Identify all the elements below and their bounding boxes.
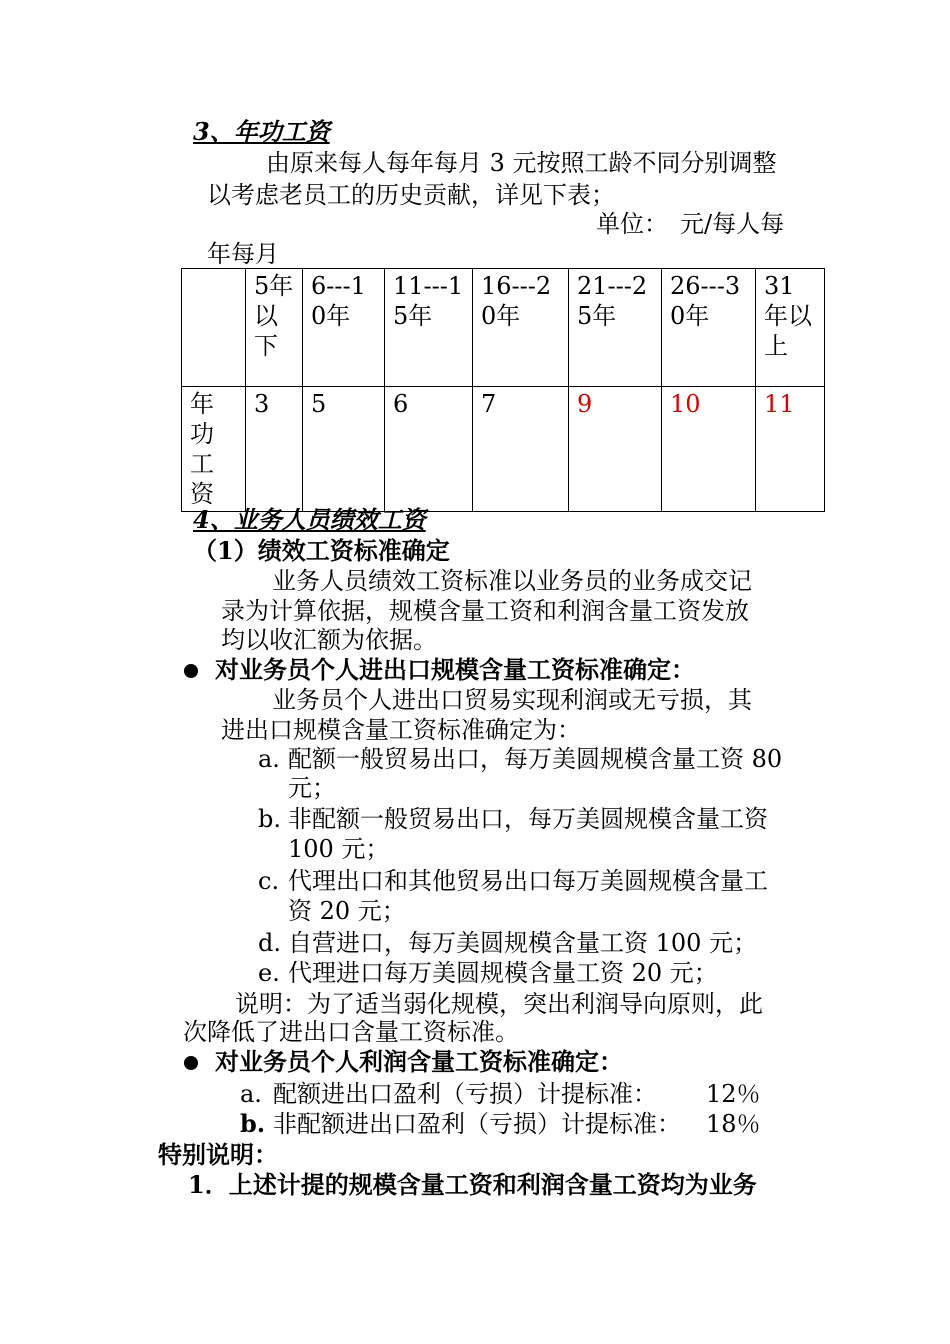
para2-line2: 进出口规模含量工资标准确定为： xyxy=(221,716,581,744)
table-header-cell: 31年以上 xyxy=(756,269,825,387)
para1-line2: 录为计算依据，规模含量工资和利润含量工资发放 xyxy=(221,597,749,625)
section3-intro-line2: 以考虑老员工的历史贡献，详见下表； xyxy=(207,181,615,209)
table-cell-highlight: 10 xyxy=(662,387,756,512)
bullet-dot-icon xyxy=(184,664,198,678)
table-row-label: 年功工资 xyxy=(182,387,246,512)
bullet2-text: 对业务员个人利润含量工资标准确定： xyxy=(215,1047,623,1076)
table-header-row xyxy=(182,269,825,387)
table-cell: 5 xyxy=(303,387,385,512)
table-header-cell xyxy=(182,269,246,387)
para1-line1: 业务人员绩效工资标准以业务员的业务成交记 xyxy=(272,567,752,595)
table-header-cell: 21---25年 xyxy=(569,269,662,387)
section3-heading: 3、年功工资 xyxy=(193,117,330,146)
section4-heading: 4、业务人员绩效工资 xyxy=(193,505,426,534)
table-header-cell: 6---10年 xyxy=(303,269,385,387)
list-item-line1: 自营进口，每万美圆规模含量工资 100 元； xyxy=(288,929,758,957)
unit-note-line2: 年每月 xyxy=(207,240,279,268)
table-cell: 7 xyxy=(473,387,569,512)
list-item-line2: 资 20 元； xyxy=(288,897,406,925)
list-marker: a. xyxy=(258,745,280,773)
list-marker: d. xyxy=(258,929,281,957)
list-item-line1: 代理进口每万美圆规模含量工资 20 元； xyxy=(288,959,718,987)
profit-marker: b. xyxy=(240,1109,266,1138)
note-line1: 说明：为了适当弱化规模，突出利润导向原则，此 xyxy=(235,990,763,1018)
profit-item-value: 18％ xyxy=(706,1110,761,1138)
profit-item-text: 配额进出口盈利（亏损）计提标准： xyxy=(273,1080,657,1108)
list-item-line2: 元； xyxy=(288,774,336,802)
unit-note-line1: 单位： 元/每人每 xyxy=(596,210,785,238)
table-row xyxy=(182,387,825,512)
list-item-line1: 配额一般贸易出口，每万美圆规模含量工资 80 xyxy=(288,745,783,773)
bullet-dot-icon xyxy=(184,1056,198,1070)
profit-item-text: 非配额进出口盈利（亏损）计提标准： xyxy=(273,1110,681,1138)
profit-item-value: 12％ xyxy=(706,1080,761,1108)
section3-intro-line1: 由原来每人每年每月 3 元按照工龄不同分别调整 xyxy=(266,149,777,177)
list-item-line1: 代理出口和其他贸易出口每万美圆规模含量工 xyxy=(288,867,768,895)
subsection1-heading: （1）绩效工资标准确定 xyxy=(193,536,450,565)
para2-line1: 业务员个人进出口贸易实现利润或无亏损，其 xyxy=(272,686,752,714)
table-header-cell: 26---30年 xyxy=(662,269,756,387)
list-marker: e. xyxy=(258,959,280,987)
list-marker: b. xyxy=(258,805,281,833)
table-header-cell: 5年以下 xyxy=(246,269,303,387)
table-header-cell: 11---15年 xyxy=(385,269,473,387)
list-marker: c. xyxy=(258,867,280,895)
list-item-line1: 非配额一般贸易出口，每万美圆规模含量工资 xyxy=(288,805,768,833)
list-item-line2: 100 元； xyxy=(288,835,390,863)
bullet1-text: 对业务员个人进出口规模含量工资标准确定： xyxy=(215,655,695,684)
table-cell: 3 xyxy=(246,387,303,512)
table-cell-highlight: 9 xyxy=(569,387,662,512)
para1-line3: 均以收汇额为依据。 xyxy=(221,626,437,654)
note-line2: 次降低了进出口含量工资标准。 xyxy=(183,1018,519,1046)
profit-marker: a. xyxy=(240,1080,262,1108)
special-note-line1: 1．上述计提的规模含量工资和利润含量工资均为业务 xyxy=(188,1170,757,1199)
special-note-heading: 特别说明： xyxy=(158,1140,278,1169)
seniority-wage-table xyxy=(181,268,825,512)
table-cell: 6 xyxy=(385,387,473,512)
table-cell-highlight: 11 xyxy=(756,387,825,512)
table-header-cell: 16---20年 xyxy=(473,269,569,387)
